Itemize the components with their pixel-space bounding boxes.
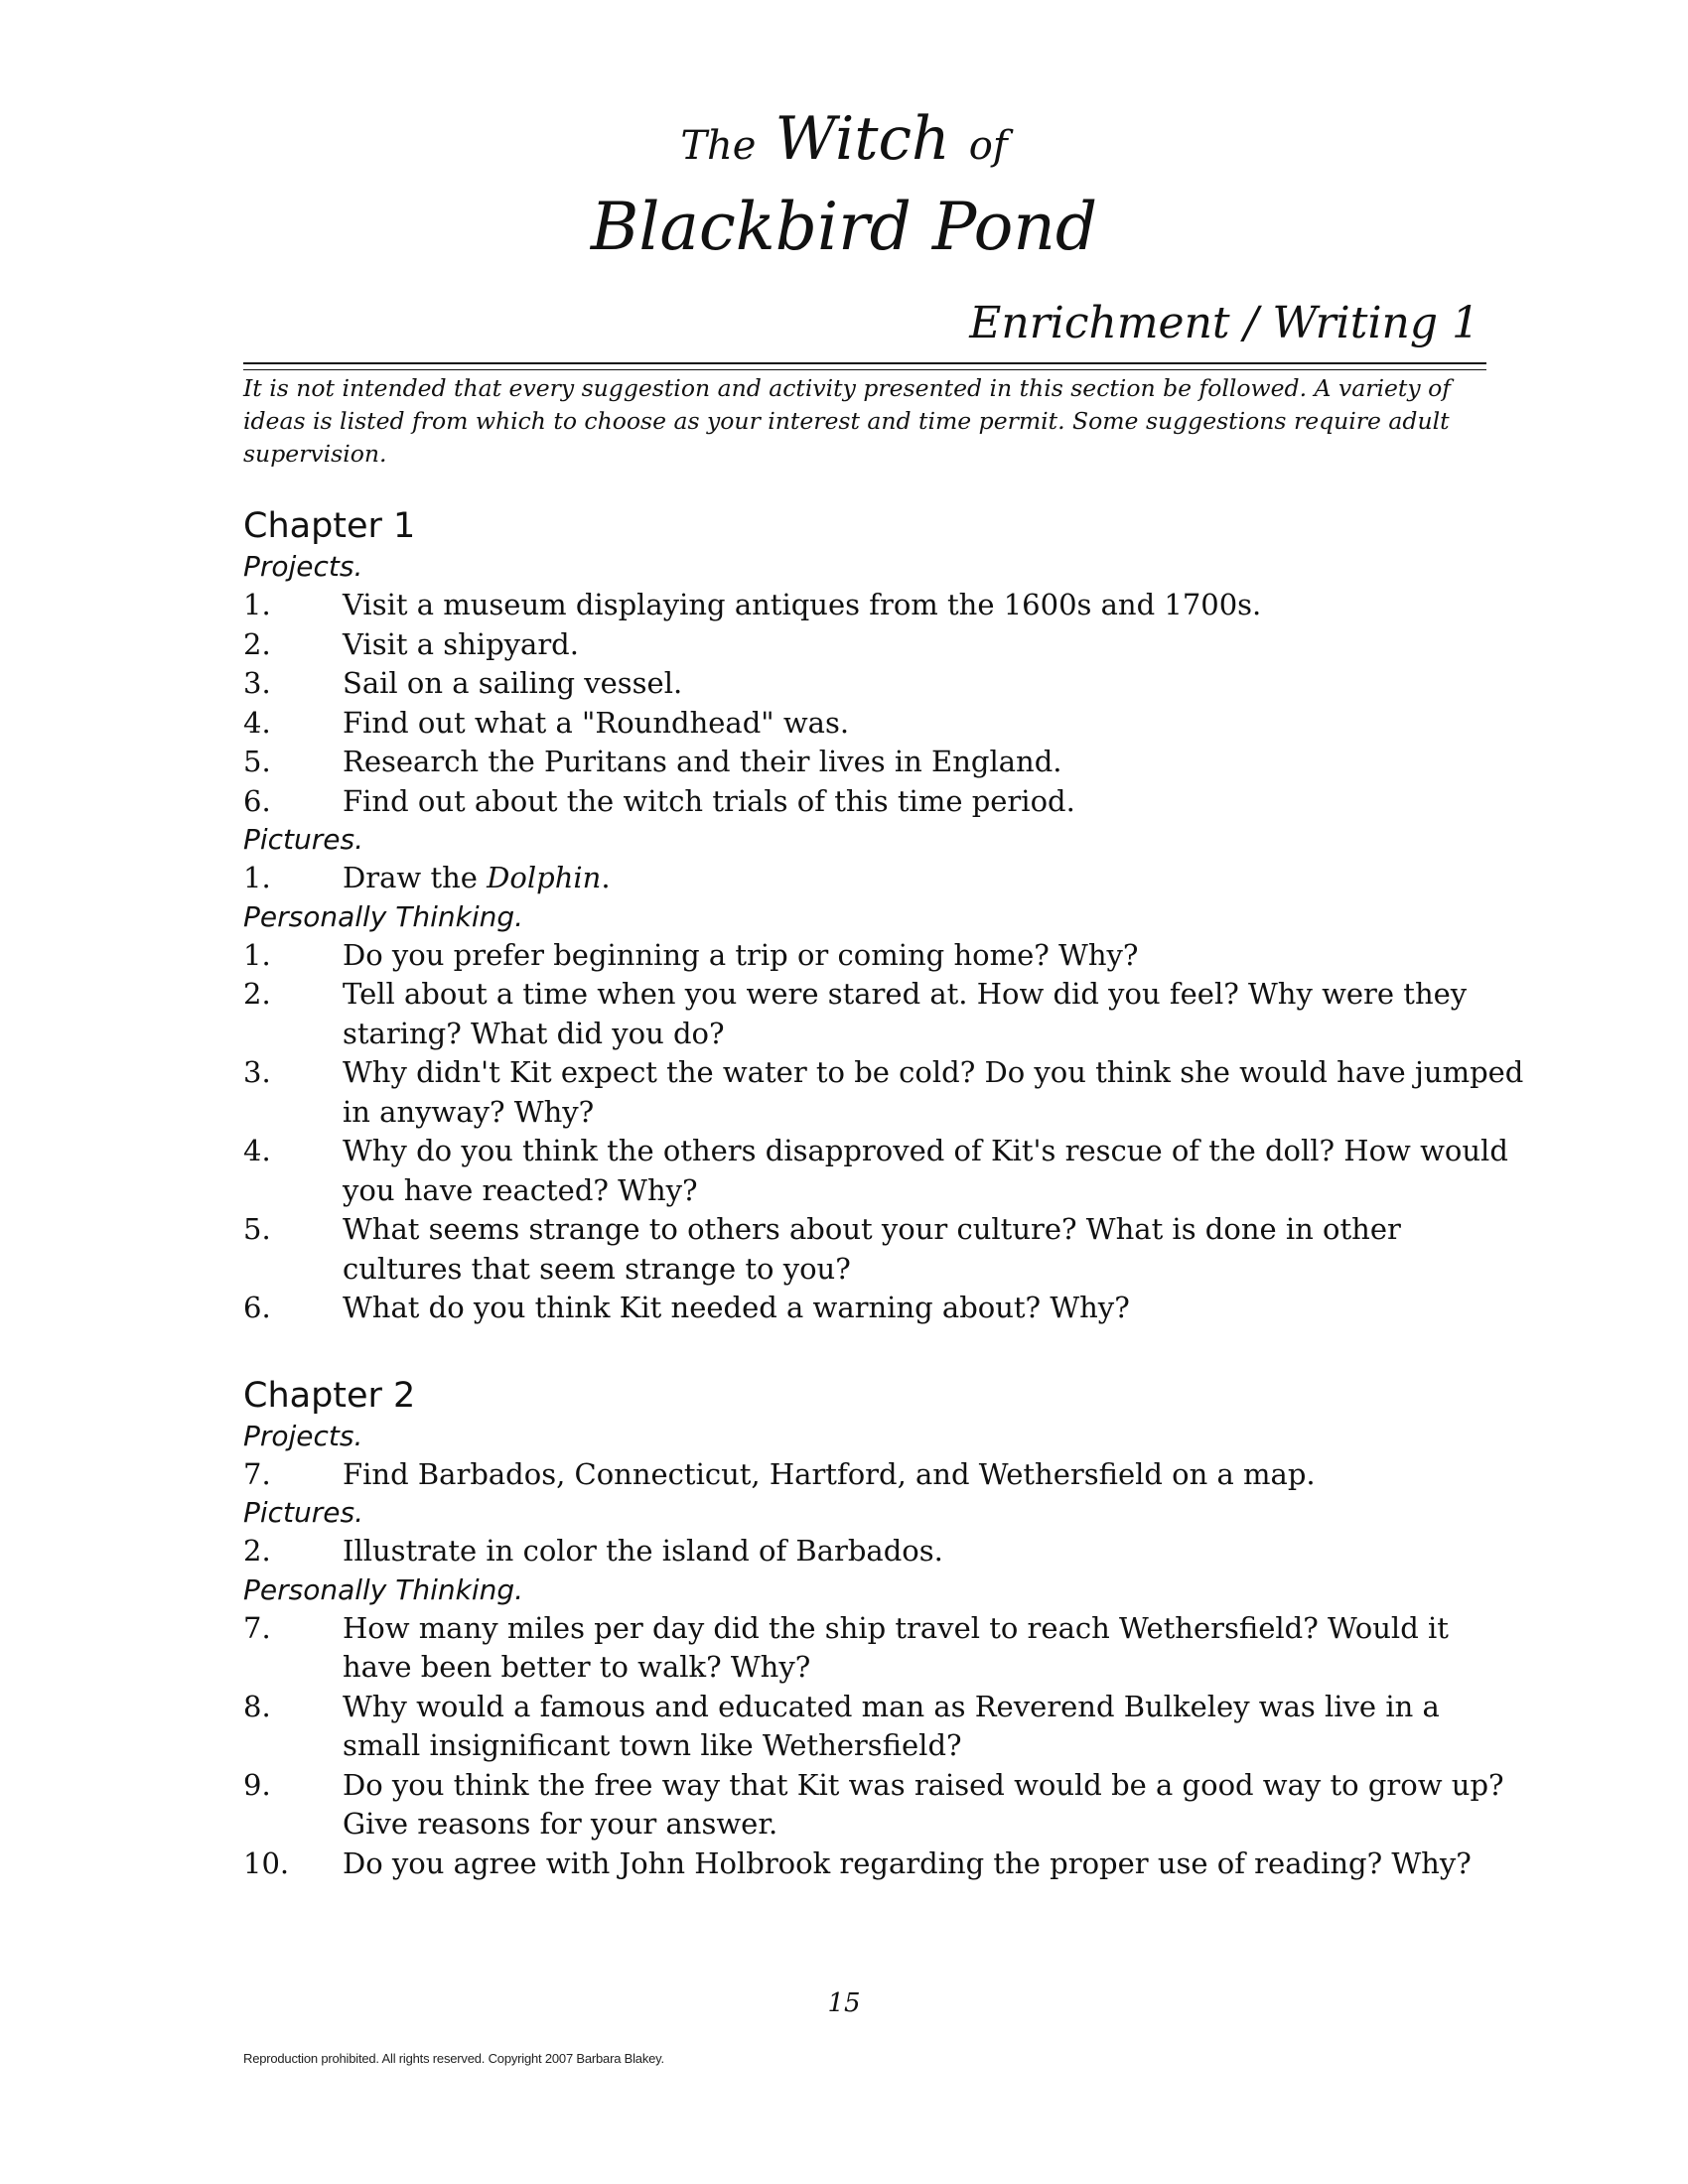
- item-text: What do you think Kit needed a warning about? Why?: [343, 1291, 1130, 1324]
- item-text: Find Barbados, Connecticut, Hartford, and Wethersfield on a map.: [343, 1456, 1316, 1491]
- title-line-1: [0, 99, 1688, 186]
- list-item: [243, 1766, 1524, 1844]
- item-list: [243, 1532, 1524, 1571]
- item-number: 8.: [243, 1689, 271, 1723]
- item-number: 5.: [243, 745, 271, 778]
- item-text: Do you prefer beginning a trip or coming home? Why?: [343, 937, 1139, 972]
- section-subtitle: Enrichment / Writing 1: [969, 298, 1479, 348]
- list-item: [243, 625, 1524, 665]
- item-number: 2.: [243, 1534, 271, 1568]
- header-rule-thin: [243, 369, 1486, 370]
- item-number: 1.: [243, 937, 271, 972]
- item-number: 1.: [243, 861, 271, 894]
- list-item: [243, 743, 1524, 782]
- title-witch: Witch: [774, 104, 950, 174]
- list-item: [243, 1844, 1524, 1884]
- item-text: [343, 859, 1524, 898]
- list-item: [243, 704, 1524, 744]
- item-list: [243, 859, 1524, 898]
- list-item: [243, 586, 1524, 625]
- item-number: 7.: [243, 1456, 271, 1491]
- list-item: [243, 1053, 1524, 1132]
- item-text-part: .: [601, 861, 611, 894]
- item-number: 6.: [243, 783, 271, 818]
- item-number: 6.: [243, 1291, 271, 1324]
- list-item: [243, 975, 1524, 1053]
- list-item: [243, 1688, 1524, 1766]
- item-text: Visit a museum displaying antiques from the 1600s and 1700s.: [343, 588, 1262, 621]
- item-number: 2.: [243, 977, 271, 1011]
- item-list: [243, 1455, 1524, 1495]
- item-text: Why didn't Kit expect the water to be cold? Do you think she would have jumped in anyway? Why?: [343, 1055, 1524, 1129]
- copyright-footer: Reproduction prohibited. All rights reserved. Copyright 2007 Barbara Blakey.: [243, 2051, 664, 2066]
- item-text: Sail on a sailing vessel.: [343, 666, 683, 700]
- page-number: 15: [827, 1988, 861, 2018]
- section-heading: Personally Thinking.: [243, 1572, 524, 1606]
- enrichment-content: [243, 504, 1524, 1883]
- book-title: [0, 99, 1688, 269]
- item-number: 4.: [243, 705, 271, 740]
- list-item: [243, 1289, 1524, 1328]
- list-item: [243, 1532, 1524, 1571]
- item-list: [243, 936, 1524, 1328]
- section-heading: Pictures.: [243, 1496, 364, 1529]
- title-line-2: Blackbird Pond: [590, 189, 1098, 265]
- header-rule-thick: [243, 362, 1486, 364]
- item-number: 4.: [243, 1134, 271, 1167]
- section-heading: Projects.: [243, 550, 363, 583]
- item-number: 5.: [243, 1212, 271, 1246]
- item-number: 1.: [243, 588, 271, 621]
- list-item: [243, 1210, 1524, 1289]
- item-list: [243, 586, 1524, 821]
- chapter-heading: Chapter 2: [243, 1375, 416, 1416]
- list-item: [243, 782, 1524, 822]
- item-text: Find out about the witch trials of this time period.: [343, 783, 1075, 818]
- ship-name: Dolphin: [487, 861, 602, 894]
- item-text-part: Draw the: [343, 861, 488, 894]
- title-of: of: [968, 123, 1008, 169]
- item-text: Do you agree with John Holbrook regarding the proper use of reading? Why?: [343, 1845, 1472, 1880]
- list-item: [243, 1455, 1524, 1495]
- item-text: Tell about a time when you were stared at. How did you feel? Why were they staring? What did you do?: [343, 977, 1468, 1050]
- item-text: Why do you think the others disapproved of Kit's rescue of the doll? How would you have reacted? Why?: [343, 1134, 1508, 1207]
- list-item: [243, 1132, 1524, 1210]
- item-text: Visit a shipyard.: [343, 626, 579, 661]
- item-list: [243, 1609, 1524, 1884]
- item-number: 2.: [243, 626, 271, 661]
- item-number: 9.: [243, 1767, 271, 1802]
- title-the: The: [680, 123, 757, 169]
- item-number: 3.: [243, 1055, 271, 1089]
- section-heading: Pictures.: [243, 823, 364, 856]
- item-text: What seems strange to others about your culture? What is done in other cultures that seem strange to you?: [343, 1212, 1401, 1286]
- item-number: 3.: [243, 666, 271, 700]
- item-text: How many miles per day did the ship travel to reach Wethersfield? Would it have been better to walk? Why?: [343, 1610, 1449, 1684]
- intro-paragraph: It is not intended that every suggestion and activity presented in this section be followed. A variety of ideas is listed from which to choose as your interest and time permit. Some suggestions require adult supervision.: [243, 374, 1451, 468]
- item-text: Why would a famous and educated man as Reverend Bulkeley was live in a small insignificant town like Wethersfield?: [343, 1689, 1440, 1762]
- chapter-heading: Chapter 1: [243, 506, 416, 546]
- item-text: Research the Puritans and their lives in England.: [343, 745, 1062, 778]
- item-text: Illustrate in color the island of Barbados.: [343, 1534, 943, 1568]
- list-item: [243, 664, 1524, 704]
- item-text: Find out what a "Roundhead" was.: [343, 705, 850, 740]
- item-number: 10.: [243, 1845, 290, 1880]
- list-item: [243, 936, 1524, 976]
- item-text: Do you think the free way that Kit was raised would be a good way to grow up? Give reasons for your answer.: [343, 1767, 1504, 1841]
- list-item: [243, 859, 1524, 898]
- list-item: [243, 1609, 1524, 1688]
- section-heading: Personally Thinking.: [243, 899, 524, 933]
- item-number: 7.: [243, 1610, 271, 1645]
- section-heading: Projects.: [243, 1419, 363, 1452]
